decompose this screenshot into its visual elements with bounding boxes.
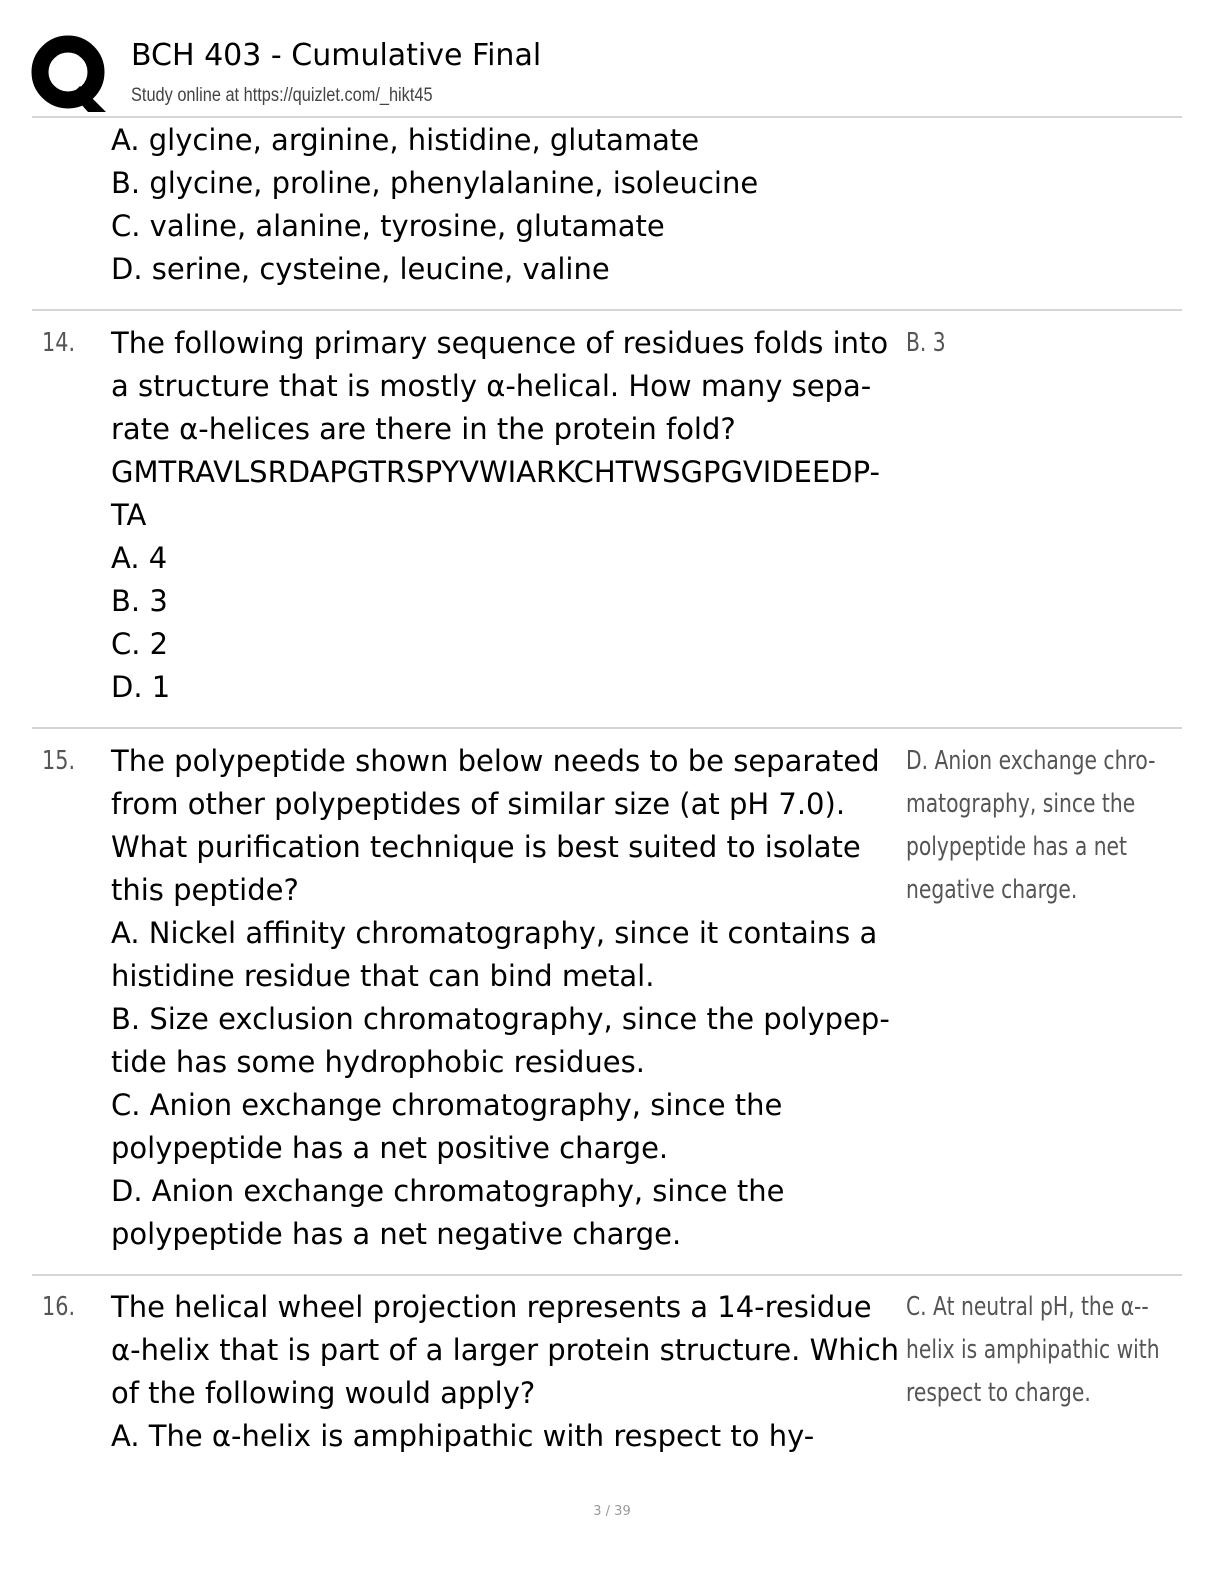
document-title: BCH 403 - Cumulative Final [131,38,542,73]
header-divider [32,116,1182,118]
option-c: C. Anion exchange chromatography, since the [111,1088,783,1122]
question-line: α-helix that is part of a larger protein structure. Which [111,1333,900,1367]
question-text [111,1286,901,1458]
answer-line: negative charge. [906,875,1078,905]
answer-line: polypeptide has a net [906,832,1127,862]
option-c: C. valine, alanine, tyrosine, glutamate [111,209,665,243]
question-line: rate α-helices are there in the protein fold? [111,412,736,446]
option-b: B. Size exclusion chromatography, since the polypep- [111,1002,890,1036]
option-a: A. glycine, arginine, histidine, glutamate [111,123,700,157]
option-a: A. Nickel affinity chromatography, since it contains a [111,916,878,950]
option-a: A. The α-helix is amphipathic with respect to hy- [111,1419,815,1453]
question-text [111,322,901,709]
option-c: C. 2 [111,627,169,661]
option-b: B. glycine, proline, phenylalanine, isoleucine [111,166,759,200]
sequence-line: GMTRAVLSRDAPGTRSPYVWIARKCHTWSGPGVIDEEDP- [111,455,880,489]
question-number: 16. [42,1292,76,1322]
answer-line: C. At neutral pH, the α-- [906,1292,1149,1322]
question-line: this peptide? [111,873,299,907]
question-text [111,740,901,1256]
question-line: The following primary sequence of residues folds into [111,326,889,360]
question-line: a structure that is mostly α-helical. How many sepa- [111,369,872,403]
option-d: D. 1 [111,670,171,704]
option-d: D. serine, cysteine, leucine, valine [111,252,610,286]
answer-line: respect to charge. [906,1378,1091,1408]
option-c-cont: polypeptide has a net positive charge. [111,1131,669,1165]
option-d-cont: polypeptide has a net negative charge. [111,1217,682,1251]
question-line: from other polypeptides of similar size (at pH 7.0). [111,787,846,821]
question-divider [32,309,1182,311]
question-number: 14. [42,328,76,358]
page-header [0,0,1224,120]
question-line: of the following would apply? [111,1376,536,1410]
option-a: A. 4 [111,541,168,575]
question-number: 15. [42,746,76,776]
question-line: The polypeptide shown below needs to be separated [111,744,880,778]
option-a-cont: histidine residue that can bind metal. [111,959,655,993]
answer [906,740,1206,912]
answer [906,322,1206,365]
answer-line: D. Anion exchange chro- [906,746,1156,776]
question-line: The helical wheel projection represents a 14-residue [111,1290,872,1324]
study-online-link[interactable]: Study online at https://quizlet.com/_hikt45 [131,85,433,106]
page-number: 3 / 39 [593,1504,631,1519]
answer-line: B. 3 [906,328,946,358]
question-divider [32,727,1182,729]
question-line: What purification technique is best suited to isolate [111,830,861,864]
question-divider [32,1274,1182,1276]
option-d: D. Anion exchange chromatography, since the [111,1174,785,1208]
answer-line: matography, since the [906,789,1136,819]
quizlet-logo-icon [30,34,110,114]
previous-question-options [111,119,758,291]
sequence-line: TA [111,498,147,532]
answer-line: helix is amphipathic with [906,1335,1160,1365]
option-b: B. 3 [111,584,168,618]
answer [906,1286,1206,1415]
option-b-cont: tide has some hydrophobic residues. [111,1045,645,1079]
